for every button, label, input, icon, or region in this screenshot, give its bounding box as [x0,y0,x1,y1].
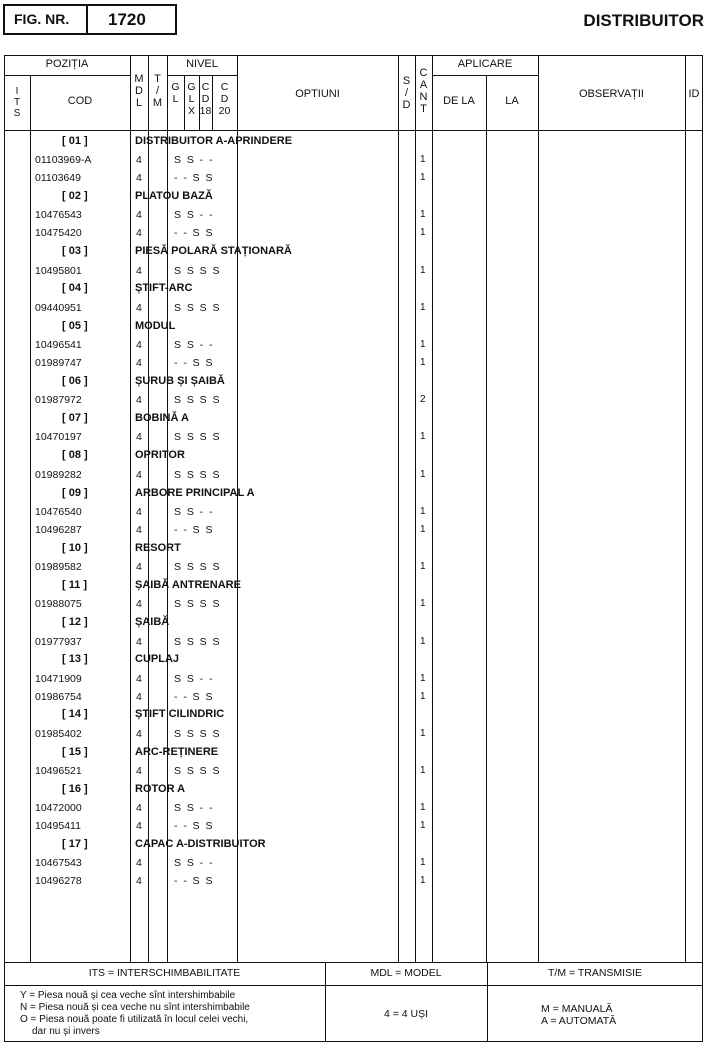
part-nivel: S S - - [174,857,213,870]
header-sd-1: / [404,87,409,99]
group-number: [ 08 ] [62,449,88,462]
row-divider-nivel [167,75,237,76]
parts-table-frame [4,55,703,1042]
part-code: 01977937 [35,635,82,648]
fig-box-separator [86,4,88,35]
legend-tm-line: A = AUTOMATĂ [541,1015,617,1027]
group-number: [ 14 ] [62,708,88,721]
header-aplicare: APLICARE [457,58,513,70]
group-name: CAPAC A-DISTRIBUITOR [135,838,266,851]
header-cant-1: A [419,79,428,91]
part-mdl: 4 [136,227,142,240]
header-its-0: I [15,86,19,97]
group-number: [ 05 ] [62,319,88,332]
part-quantity: 1 [420,635,426,647]
header-nivel-sub-2-2: 18 [199,105,212,117]
part-mdl: 4 [136,505,142,518]
row-divider-aplicare [432,75,538,76]
part-mdl: 4 [136,690,142,703]
part-code: 01989282 [35,468,82,481]
part-nivel: S S S S [174,264,220,277]
header-cant-3: T [420,103,427,115]
group-name: BOBINĂ A [135,412,189,425]
header-tm-1: / [155,85,160,97]
header-pozitia: POZIȚIA [45,58,89,70]
part-quantity: 2 [420,394,426,406]
group-name: ȘAIBĂ [135,616,170,629]
part-mdl: 4 [136,820,142,833]
header-nivel-sub-3-1: D [220,93,229,105]
header-cod: COD [67,95,93,107]
part-mdl: 4 [136,875,142,888]
header-nivel-sub-3-2: 20 [218,105,231,117]
header-bottom-line [4,130,703,131]
part-quantity: 1 [420,468,426,480]
group-name: DISTRIBUITOR A-APRINDERE [135,135,293,147]
part-mdl: 4 [136,394,142,407]
part-nivel: - - S S [174,690,213,703]
group-number: [ 10 ] [62,541,88,554]
part-nivel: S S S S [174,431,220,444]
part-code: 10467543 [35,857,82,870]
part-quantity: 1 [420,875,426,887]
col-divider-cant [415,55,416,962]
part-code: 10495801 [35,264,82,277]
group-number: [ 11 ] [62,578,88,591]
col-divider-nivel-end [237,55,238,962]
part-quantity: 1 [420,598,426,610]
col-divider-cod [130,55,131,962]
part-code: 01989582 [35,561,82,574]
group-name: ȘTIFT CILINDRIC [135,708,225,721]
part-quantity: 1 [420,301,426,313]
header-nivel-sub-0-1: L [172,93,179,105]
fig-number: 1720 [108,10,146,29]
part-code: 10476543 [35,209,82,222]
legend-mdl-value: 4 = 4 UȘI [383,1008,429,1020]
part-code: 10496287 [35,523,82,536]
part-quantity: 1 [420,690,426,702]
part-code: 01985402 [35,727,82,740]
part-nivel: S S - - [174,339,213,352]
part-nivel: S S - - [174,154,213,167]
part-quantity: 1 [420,209,426,221]
header-observatii: OBSERVAȚII [578,88,644,100]
part-nivel: S S S S [174,598,220,611]
part-quantity: 1 [420,523,426,535]
header-mdl-2: L [135,97,143,109]
group-name: ARC-REȚINERE [135,745,219,758]
legend-tm-line: M = MANUALĂ [541,1003,613,1015]
part-nivel: S S S S [174,727,220,740]
part-quantity: 1 [420,765,426,777]
group-name: RESORT [135,541,181,554]
part-mdl: 4 [136,154,142,167]
col-divider-sd [398,55,399,962]
legend-its-line: O = Piesa nouă poate fi utilizată în locul celei vechi, [20,1014,249,1025]
part-nivel: - - S S [174,523,213,536]
group-name: ROTOR A [135,782,186,795]
part-nivel: S S - - [174,505,213,518]
group-number: [ 13 ] [62,653,88,666]
part-nivel: - - S S [174,227,213,240]
part-code: 09440951 [35,301,82,314]
part-quantity: 1 [420,857,426,869]
header-cant-2: N [419,91,428,103]
col-divider-observatii [685,55,686,962]
group-name: CUPLAJ [135,653,180,666]
group-name: PIESĂ POLARĂ STAȚIONARĂ [135,245,292,258]
group-number: [ 01 ] [62,135,88,147]
part-nivel: S S S S [174,561,220,574]
part-quantity: 1 [420,339,426,351]
part-mdl: 4 [136,172,142,185]
header-tm-2: M [152,97,163,109]
legend-mdl-title: MDL = MODEL [370,967,442,979]
part-quantity: 1 [420,505,426,517]
part-mdl: 4 [136,765,142,778]
part-quantity: 1 [420,431,426,443]
part-nivel: S S - - [174,672,213,685]
header-nivel-sub-0-0: G [171,81,180,93]
legend-its-title: ITS = INTERSCHIMBABILITATE [88,967,241,979]
part-nivel: S S S S [174,765,220,778]
part-mdl: 4 [136,356,142,369]
part-nivel: S S S S [174,394,220,407]
col-divider-its [30,75,31,962]
part-mdl: 4 [136,727,142,740]
part-mdl: 4 [136,209,142,222]
part-code: 01986754 [35,690,82,703]
group-number: [ 02 ] [62,190,88,203]
header-cant-0: C [419,67,428,79]
group-name: ȘTIFT-ARC [135,282,193,295]
group-number: [ 15 ] [62,745,88,758]
fig-label: FIG. NR. [14,11,70,27]
part-quantity: 1 [420,356,426,368]
header-nivel-sub-1-2: X [187,105,195,117]
header-sd-0: S [402,75,411,87]
part-nivel: S S - - [174,209,213,222]
legend-its-line: N = Piesa nouă și cea veche nu sînt intershimbabile [20,1002,250,1013]
group-number: [ 16 ] [62,782,88,795]
header-nivel-sub-1-1: L [188,93,195,105]
part-code: 01103969-A [35,154,92,167]
group-name: ARBORE PRINCIPAL A [135,486,255,499]
body-bottom-line [4,962,703,963]
part-quantity: 1 [420,561,426,573]
part-mdl: 4 [136,598,142,611]
header-mdl-1: D [135,85,143,97]
footer-title-line [4,985,703,986]
part-code: 10475420 [35,227,82,240]
group-number: [ 12 ] [62,616,88,629]
col-divider-dela [432,55,433,962]
part-code: 01988075 [35,598,82,611]
part-mdl: 4 [136,523,142,536]
header-de-la: DE LA [443,95,475,107]
part-mdl: 4 [136,635,142,648]
part-code: 10470197 [35,431,82,444]
part-nivel: - - S S [174,820,213,833]
group-name: OPRITOR [135,449,185,462]
header-nivel-sub-2-1: D [201,93,210,105]
part-code: 01987972 [35,394,82,407]
group-name: ȘURUB ȘI ȘAIBĂ [135,374,225,387]
page-title: DISTRIBUITOR [583,11,704,30]
group-number: [ 03 ] [62,245,88,258]
part-code: 10495411 [35,820,81,833]
part-mdl: 4 [136,857,142,870]
part-mdl: 4 [136,301,142,314]
part-code: 10496541 [35,339,82,352]
header-optiuni: OPTIUNI [295,88,340,100]
part-code: 10471909 [35,672,82,685]
group-name: PLATOU BAZĂ [135,190,213,203]
part-nivel: S S S S [174,468,220,481]
part-mdl: 4 [136,802,142,815]
legend-tm-title: T/M = TRANSMISIE [547,967,643,979]
header-nivel: NIVEL [186,58,218,70]
part-code: 10472000 [35,802,82,815]
group-name: MODUL [135,319,176,332]
header-nivel-sub-1-0: G [187,81,196,93]
legend-its-line: dar nu și invers [32,1026,100,1037]
header-id: ID [688,88,700,100]
header-its-1: T [13,97,21,108]
header-nivel-sub-2-0: C [201,81,210,93]
part-mdl: 4 [136,561,142,574]
part-code: 10476540 [35,505,82,518]
group-number: [ 04 ] [62,282,88,295]
part-quantity: 1 [420,172,426,184]
part-nivel: S S S S [174,301,220,314]
part-mdl: 4 [136,468,142,481]
col-divider-la [486,75,487,962]
part-mdl: 4 [136,339,142,352]
part-quantity: 1 [420,727,426,739]
header-la: LA [505,95,519,107]
part-nivel: S S S S [174,635,220,648]
part-nivel: S S - - [174,802,213,815]
part-mdl: 4 [136,264,142,277]
part-mdl: 4 [136,431,142,444]
row-divider-pozitia [4,75,130,76]
part-nivel: - - S S [174,172,213,185]
part-code: 01103649 [35,172,81,185]
header-its-2: S [13,108,21,119]
part-nivel: - - S S [174,875,213,888]
header-nivel-sub-3-0: C [220,81,229,93]
header-tm-0: T [154,73,161,85]
part-quantity: 1 [420,154,426,166]
group-number: [ 07 ] [62,412,88,425]
part-nivel: - - S S [174,356,213,369]
group-number: [ 06 ] [62,374,88,387]
part-code: 01989747 [35,356,82,369]
part-code: 10496521 [35,765,82,778]
header-mdl-0: M [134,73,144,85]
group-number: [ 17 ] [62,838,88,851]
part-quantity: 1 [420,672,426,684]
part-code: 10496278 [35,875,82,888]
group-number: [ 09 ] [62,486,88,499]
part-mdl: 4 [136,672,142,685]
part-quantity: 1 [420,227,426,239]
part-quantity: 1 [420,264,426,276]
part-quantity: 1 [420,802,426,814]
group-name: ȘAIBĂ ANTRENARE [135,578,241,591]
legend-its-line: Y = Piesa nouă și cea veche sînt intershimbabile [20,990,236,1001]
col-divider-aplicare [538,55,539,962]
header-sd-2: D [402,99,411,111]
part-quantity: 1 [420,820,426,832]
